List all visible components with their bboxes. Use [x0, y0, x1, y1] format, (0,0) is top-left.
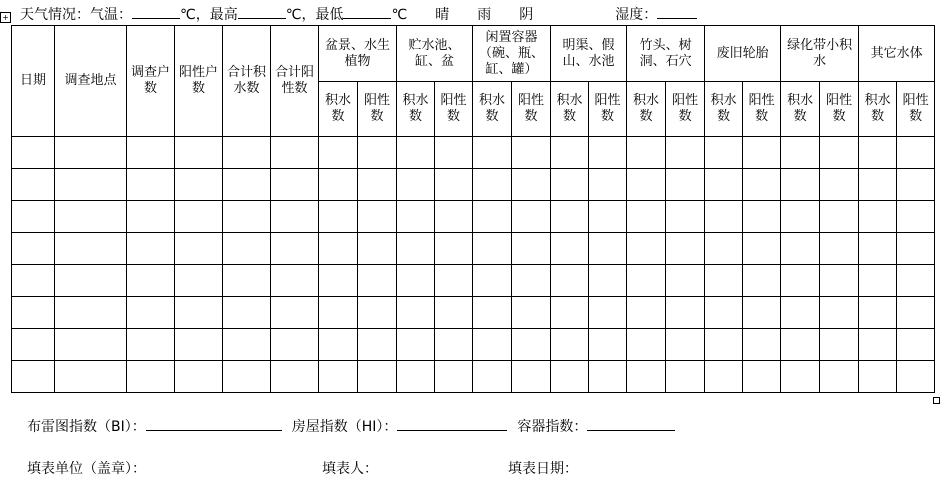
table-cell[interactable] [551, 137, 589, 169]
table-cell[interactable] [319, 329, 358, 361]
table-cell[interactable] [55, 201, 127, 233]
table-cell[interactable] [223, 265, 271, 297]
column-header: 日期 [12, 26, 55, 137]
table-cell[interactable] [175, 137, 223, 169]
table-cell[interactable] [358, 233, 397, 265]
table-cell[interactable] [666, 297, 705, 329]
table-cell[interactable] [435, 233, 473, 265]
group-header: 盆景、水生植物 [319, 26, 397, 82]
condition-sunny[interactable]: 晴 [435, 7, 450, 23]
table-cell[interactable] [589, 361, 627, 393]
table-cell[interactable] [781, 361, 820, 393]
table-cell[interactable] [473, 233, 512, 265]
table-cell[interactable] [271, 137, 319, 169]
table-row [12, 233, 935, 265]
ci-input[interactable] [587, 416, 675, 431]
table-cell[interactable] [666, 265, 705, 297]
column-header: 调查地点 [55, 26, 127, 137]
table-cell[interactable] [897, 329, 935, 361]
table-cell[interactable] [175, 265, 223, 297]
group-header: 竹头、树洞、石穴 [627, 26, 705, 82]
column-header: 合计积水数 [223, 26, 271, 137]
table-cell[interactable] [175, 169, 223, 201]
min-temp-input[interactable] [343, 4, 391, 19]
table-cell[interactable] [127, 137, 175, 169]
table-cell[interactable] [551, 265, 589, 297]
table-cell[interactable] [551, 297, 589, 329]
table-cell[interactable] [820, 297, 859, 329]
table-cell[interactable] [743, 329, 781, 361]
condition-cloudy[interactable]: 阴 [519, 7, 534, 23]
table-cell[interactable] [55, 169, 127, 201]
table-cell[interactable] [627, 265, 666, 297]
column-header: 阳性户数 [175, 26, 223, 137]
table-cell[interactable] [781, 297, 820, 329]
table-cell[interactable] [127, 297, 175, 329]
table-cell[interactable] [319, 169, 358, 201]
table-cell[interactable] [897, 265, 935, 297]
table-cell[interactable] [897, 169, 935, 201]
table-row [12, 169, 935, 201]
table-cell[interactable] [589, 201, 627, 233]
max-temp-unit: ℃ [285, 7, 302, 23]
table-cell[interactable] [473, 361, 512, 393]
temp-label: 气温： [90, 7, 132, 23]
group-header: 其它水体 [859, 26, 935, 82]
table-cell[interactable] [743, 137, 781, 169]
table-cell[interactable] [781, 329, 820, 361]
person-label: 填表人： [322, 461, 378, 477]
table-cell[interactable] [319, 137, 358, 169]
table-cell[interactable] [223, 137, 271, 169]
table-cell[interactable] [627, 361, 666, 393]
table-cell[interactable] [781, 137, 820, 169]
table-cell[interactable] [55, 361, 127, 393]
table-cell[interactable] [12, 361, 55, 393]
table-cell[interactable] [55, 137, 127, 169]
table-cell[interactable] [551, 201, 589, 233]
unit-label: 填表单位（盖章）： [27, 461, 146, 477]
table-cell[interactable] [12, 329, 55, 361]
table-cell[interactable] [627, 329, 666, 361]
table-cell[interactable] [666, 201, 705, 233]
table-cell[interactable] [512, 233, 551, 265]
table-cell[interactable] [512, 329, 551, 361]
table-cell[interactable] [473, 169, 512, 201]
hi-label: 房屋指数（HI）： [291, 419, 398, 435]
table-cell[interactable] [358, 169, 397, 201]
table-cell[interactable] [223, 361, 271, 393]
table-cell[interactable] [271, 361, 319, 393]
sub-column-header: 积水数 [781, 82, 820, 137]
table-cell[interactable] [666, 361, 705, 393]
group-header: 贮水池、缸、盆 [397, 26, 473, 82]
table-cell[interactable] [397, 297, 435, 329]
table-row [12, 265, 935, 297]
sub-column-header: 积水数 [859, 82, 897, 137]
table-cell[interactable] [127, 265, 175, 297]
table-cell[interactable] [175, 201, 223, 233]
sub-column-header: 阳性数 [743, 82, 781, 137]
group-header: 废旧轮胎 [705, 26, 781, 82]
table-cell[interactable] [271, 329, 319, 361]
table-cell[interactable] [127, 201, 175, 233]
separator: ， [195, 7, 210, 23]
table-cell[interactable] [859, 137, 897, 169]
max-temp-input[interactable] [238, 4, 286, 19]
table-cell[interactable] [435, 297, 473, 329]
group-header: 绿化带小积水 [781, 26, 859, 82]
sub-column-header: 阳性数 [435, 82, 473, 137]
table-cell[interactable] [397, 137, 435, 169]
table-cell[interactable] [666, 169, 705, 201]
max-temp-label: 最高 [209, 7, 238, 23]
table-cell[interactable] [358, 361, 397, 393]
table-cell[interactable] [859, 361, 897, 393]
bi-input[interactable] [146, 416, 282, 431]
table-cell[interactable] [397, 361, 435, 393]
temp-unit: ℃ [180, 7, 196, 23]
table-cell[interactable] [127, 169, 175, 201]
table-cell[interactable] [12, 297, 55, 329]
table-cell[interactable] [397, 233, 435, 265]
table-cell[interactable] [435, 201, 473, 233]
table-cell[interactable] [435, 361, 473, 393]
table-cell[interactable] [473, 137, 512, 169]
table-cell[interactable] [223, 297, 271, 329]
table-cell[interactable] [473, 265, 512, 297]
table-cell[interactable] [551, 361, 589, 393]
table-cell[interactable] [12, 265, 55, 297]
sub-column-header: 积水数 [319, 82, 358, 137]
table-cell[interactable] [12, 201, 55, 233]
separator: ， [301, 7, 316, 23]
table-cell[interactable] [397, 201, 435, 233]
table-row [12, 201, 935, 233]
table-cell[interactable] [358, 201, 397, 233]
column-header: 合计阳性数 [271, 26, 319, 137]
table-cell[interactable] [781, 201, 820, 233]
table-cell[interactable] [55, 297, 127, 329]
table-cell[interactable] [473, 329, 512, 361]
table-cell[interactable] [271, 201, 319, 233]
table-cell[interactable] [589, 329, 627, 361]
table-row [12, 297, 935, 329]
table-cell[interactable] [473, 201, 512, 233]
table-cell[interactable] [820, 169, 859, 201]
table-cell[interactable] [435, 265, 473, 297]
table-cell[interactable] [666, 233, 705, 265]
sub-column-header: 阳性数 [358, 82, 397, 137]
table-cell[interactable] [12, 233, 55, 265]
bi-label: 布雷图指数（BI）： [27, 419, 146, 435]
table-cell[interactable] [705, 297, 743, 329]
table-cell[interactable] [319, 361, 358, 393]
table-cell[interactable] [223, 233, 271, 265]
table-cell[interactable] [859, 233, 897, 265]
group-header: 闲置容器（碗、瓶、缸、罐） [473, 26, 551, 82]
temp-input[interactable] [132, 4, 180, 19]
table-cell[interactable] [627, 169, 666, 201]
table-cell[interactable] [705, 137, 743, 169]
table-cell[interactable] [435, 137, 473, 169]
table-cell[interactable] [397, 329, 435, 361]
table-cell[interactable] [397, 169, 435, 201]
table-cell[interactable] [859, 329, 897, 361]
min-temp-label: 最低 [315, 7, 344, 23]
table-cell[interactable] [358, 297, 397, 329]
table-cell[interactable] [705, 233, 743, 265]
table-cell[interactable] [358, 329, 397, 361]
table-cell[interactable] [705, 361, 743, 393]
table-cell[interactable] [12, 169, 55, 201]
table-cell[interactable] [397, 265, 435, 297]
condition-rainy[interactable]: 雨 [477, 7, 492, 23]
table-cell[interactable] [512, 169, 551, 201]
table-cell[interactable] [512, 361, 551, 393]
table-cell[interactable] [175, 329, 223, 361]
table-cell[interactable] [897, 137, 935, 169]
table-cell[interactable] [820, 329, 859, 361]
table-cell[interactable] [897, 233, 935, 265]
table-cell[interactable] [589, 297, 627, 329]
table-cell[interactable] [175, 361, 223, 393]
table-cell[interactable] [627, 137, 666, 169]
sub-column-header: 积水数 [705, 82, 743, 137]
table-cell[interactable] [820, 265, 859, 297]
table-cell[interactable] [743, 169, 781, 201]
table-cell[interactable] [473, 297, 512, 329]
table-cell[interactable] [743, 201, 781, 233]
index-line [27, 416, 675, 436]
table-cell[interactable] [435, 169, 473, 201]
sub-column-header: 阳性数 [820, 82, 859, 137]
ci-label: 容器指数： [517, 419, 588, 435]
table-cell[interactable] [627, 233, 666, 265]
survey-table [11, 25, 935, 393]
table-cell[interactable] [820, 233, 859, 265]
humidity-input[interactable] [657, 4, 697, 19]
table-cell[interactable] [781, 233, 820, 265]
table-cell[interactable] [223, 201, 271, 233]
table-row [12, 329, 935, 361]
humidity-label: 湿度： [615, 7, 658, 23]
table-cell[interactable] [781, 169, 820, 201]
table-cell[interactable] [705, 169, 743, 201]
table-cell[interactable] [743, 361, 781, 393]
table-cell[interactable] [820, 361, 859, 393]
table-cell[interactable] [55, 329, 127, 361]
table-cell[interactable] [175, 297, 223, 329]
table-cell[interactable] [127, 329, 175, 361]
sub-column-header: 积水数 [551, 82, 589, 137]
table-cell[interactable] [55, 265, 127, 297]
table-cell[interactable] [551, 169, 589, 201]
table-row [12, 137, 935, 169]
table-cell[interactable] [705, 201, 743, 233]
table-cell[interactable] [271, 169, 319, 201]
table-cell[interactable] [127, 233, 175, 265]
table-cell[interactable] [820, 137, 859, 169]
table-cell[interactable] [666, 137, 705, 169]
table-cell[interactable] [666, 329, 705, 361]
column-header: 调查户数 [127, 26, 175, 137]
hi-input[interactable] [397, 416, 507, 431]
table-cell[interactable] [223, 169, 271, 201]
table-cell[interactable] [705, 329, 743, 361]
table-cell[interactable] [319, 233, 358, 265]
table-cell[interactable] [512, 201, 551, 233]
table-cell[interactable] [271, 297, 319, 329]
table-cell[interactable] [859, 201, 897, 233]
table-row [12, 361, 935, 393]
table-cell[interactable] [55, 233, 127, 265]
table-cell[interactable] [551, 233, 589, 265]
group-header: 明渠、假山、水池 [551, 26, 627, 82]
table-cell[interactable] [743, 265, 781, 297]
table-cell[interactable] [512, 297, 551, 329]
table-cell[interactable] [551, 329, 589, 361]
date-label: 填表日期： [508, 461, 578, 477]
table-cell[interactable] [319, 297, 358, 329]
table-cell[interactable] [705, 265, 743, 297]
table-cell[interactable] [897, 297, 935, 329]
table-cell[interactable] [781, 265, 820, 297]
table-cell[interactable] [12, 137, 55, 169]
table-cell[interactable] [627, 201, 666, 233]
table-cell[interactable] [859, 297, 897, 329]
table-move-handle-icon[interactable]: + [0, 12, 11, 23]
table-cell[interactable] [223, 329, 271, 361]
weather-label: 天气情况： [20, 7, 90, 23]
table-cell[interactable] [271, 233, 319, 265]
table-cell[interactable] [820, 201, 859, 233]
table-cell[interactable] [589, 265, 627, 297]
sub-column-header: 阳性数 [512, 82, 551, 137]
table-cell[interactable] [897, 201, 935, 233]
min-temp-unit: ℃ [391, 7, 408, 23]
sub-column-header: 阳性数 [589, 82, 627, 137]
table-cell[interactable] [319, 201, 358, 233]
table-cell[interactable] [127, 361, 175, 393]
weather-line [20, 4, 697, 24]
table-cell[interactable] [271, 265, 319, 297]
sub-column-header: 积水数 [627, 82, 666, 137]
table-cell[interactable] [435, 329, 473, 361]
table-cell[interactable] [859, 169, 897, 201]
table-cell[interactable] [627, 297, 666, 329]
table-cell[interactable] [589, 233, 627, 265]
table-cell[interactable] [175, 233, 223, 265]
sub-column-header: 阳性数 [666, 82, 705, 137]
sub-column-header: 积水数 [397, 82, 435, 137]
table-cell[interactable] [897, 361, 935, 393]
sub-column-header: 积水数 [473, 82, 512, 137]
table-cell[interactable] [319, 265, 358, 297]
table-cell[interactable] [859, 265, 897, 297]
table-cell[interactable] [589, 137, 627, 169]
table-cell[interactable] [512, 137, 551, 169]
table-cell[interactable] [589, 169, 627, 201]
sub-column-header: 阳性数 [897, 82, 935, 137]
table-cell[interactable] [743, 233, 781, 265]
table-cell[interactable] [512, 265, 551, 297]
table-cell[interactable] [358, 265, 397, 297]
table-cell[interactable] [743, 297, 781, 329]
table-resize-handle[interactable] [933, 397, 940, 404]
table-cell[interactable] [358, 137, 397, 169]
